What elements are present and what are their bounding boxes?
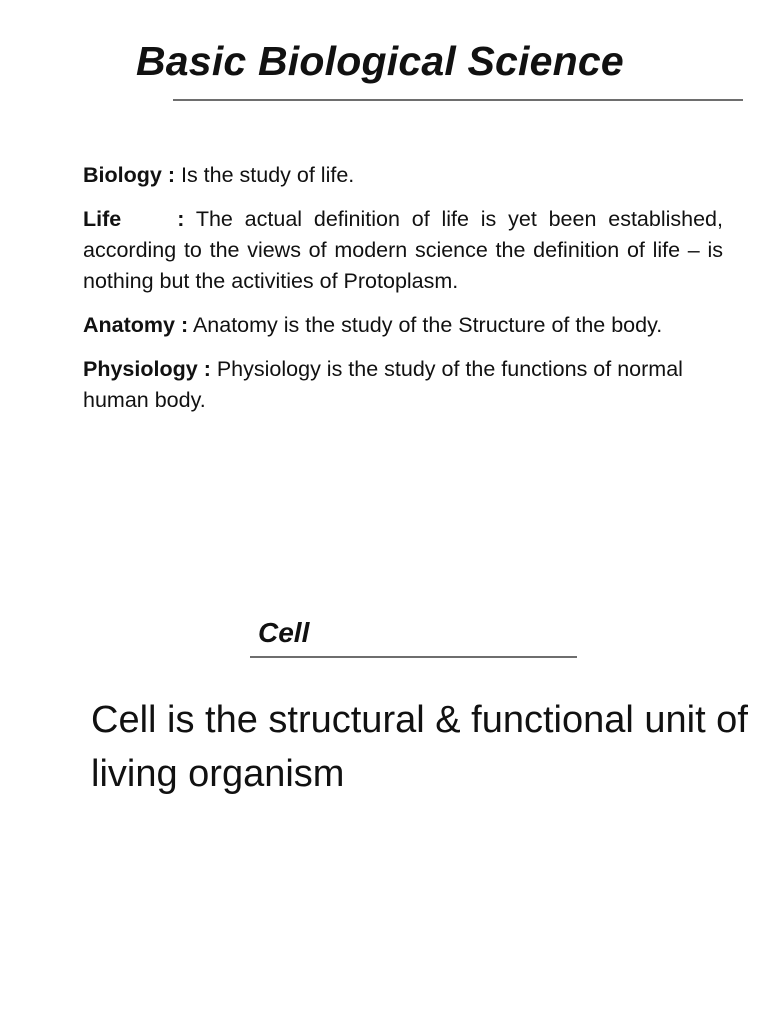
cell-heading: Cell <box>258 617 310 648</box>
definition-term: Anatomy <box>83 313 175 337</box>
definition-term: Life <box>83 207 122 231</box>
definition-text: Is the study of life. <box>180 163 355 187</box>
definition-biology <box>83 160 723 191</box>
page-title: Basic Biological Science <box>136 38 624 84</box>
definition-separator: : <box>180 313 189 337</box>
definition-separator: : <box>177 207 185 231</box>
definition-life <box>83 204 723 297</box>
definitions-list <box>83 160 723 429</box>
cell-statement: Cell is the structural & functional unit of living organism <box>91 699 748 795</box>
definition-term: Biology <box>83 163 162 187</box>
definition-separator: : <box>203 357 211 381</box>
definition-text: Anatomy is the study of the Structure of the body. <box>192 313 663 337</box>
definition-physiology <box>83 354 723 416</box>
definition-term: Physiology <box>83 357 198 381</box>
cell-heading-underline <box>250 656 577 658</box>
definition-text: The actual definition of life is yet been established, according to the views of modern science the definition of life – is nothing but the activities of Protoplasm. <box>83 207 723 293</box>
definition-text: Physiology is the study of the functions of normal human body. <box>83 357 683 412</box>
title-underline <box>173 99 743 101</box>
definition-anatomy <box>83 310 723 341</box>
definition-separator: : <box>167 163 175 187</box>
